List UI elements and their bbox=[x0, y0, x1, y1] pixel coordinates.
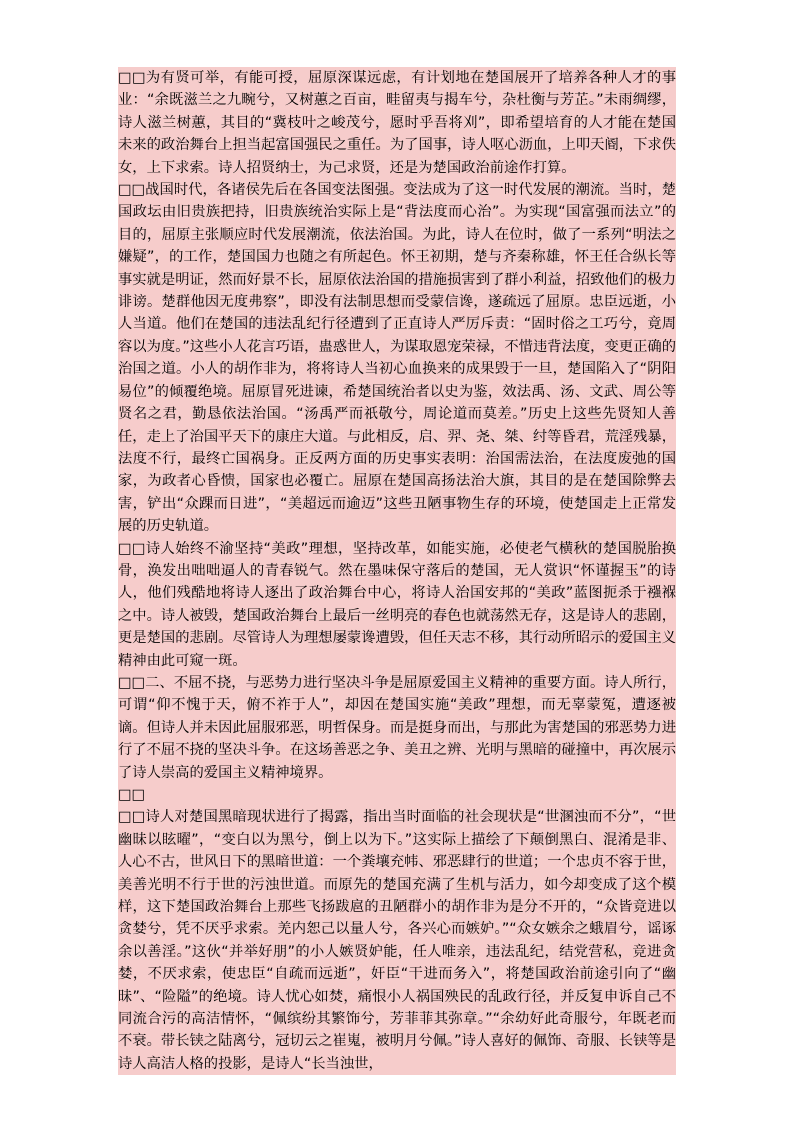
paragraph-exposure: □□诗人对楚国黑暗现状进行了揭露，指出当时面临的社会现状是“世溷浊而不分”，“世幽昧以眩曜”，“变白以为黑兮，倒上以为下。”这实际上描绘了下颠倒黑白、混淆是非、人心不古，世风日下的黑暗世道：一个粪壤充帏、邪恶肆行的世道；一个忠贞不容于世，美善光明不行于世的污浊世道。而原先的楚国充满了生机与活力，如今却变成了这个模样，这下楚国政治舞台上那些飞扬跋扈的丑陋群小的胡作非为是分不开的，“众皆竞进以贪婪兮，凭不厌乎求索。羌内恕己以量人兮，各兴心而嫉妒。”“众女嫉余之蛾眉兮，谣诼余以善淫。”这伙“并举好朋”的小人嫉贤妒能，任人唯亲，违法乱纪，结党营私，竞进贪婪，不厌求索，使忠臣“自疏而远逝”，奸臣“干进而务入”，将楚国政治前途引向了“幽昧”、“险隘”的绝境。诗人忧心如焚，痛恨小人祸国殃民的乱政行径，并反复申诉自己不同流合污的高洁情怀，“佩缤纷其繁饰兮，芳菲菲其弥章。”“余幼好此奇服兮，年既老而不衰。带长铗之陆离兮，冠切云之崔嵬，被明月兮佩。”诗人喜好的佩饰、奇服、长铗等是诗人高洁人格的投影，是诗人“长当浊世， bbox=[118, 806, 676, 1075]
paragraph-blank bbox=[118, 784, 676, 806]
paragraph-talent: □□为有贤可举，有能可授，屈原深谋远虑，有计划地在楚国展开了培养各种人才的事业：“余既滋兰之九畹兮，又树蕙之百亩，畦留夷与揭车兮，杂杜衡与芳芷。”未雨绸缪，诗人滋兰树蕙，其目的“冀枝叶之峻茂兮，愿时乎吾将刈”，即希望培育的人才能在楚国未来的政治舞台上担当起富国强民之重任。为了国事，诗人呕心沥血，上叩天阍，下求佚女，上下求索。诗人招贤纳士，为己求贤，还是为楚国政治前途作打算。 bbox=[118, 67, 676, 179]
document-page bbox=[118, 67, 676, 1075]
blank-line-marker: □□ bbox=[118, 784, 145, 806]
paragraph-rule-of-law: □□战国时代，各诸侯先后在各国变法图强。变法成为了这一时代发展的潮流。当时，楚国政坛由旧贵族把持，旧贵族统治实际上是“背法度而心治”。为实现“国富强而法立”的目的，屈原主张顺应时代发展潮流，依法治国。为此，诗人在位时，做了一系列“明法之嫌疑”，的工作，楚国国力也随之有所起色。怀王初期，楚与齐秦称雄，怀王任合纵长等事实就是明证，然而好景不长，屈原依法治国的措施损害到了群小利益，招致他们的极力诽谤。楚群他因无度弗察”，即没有法制思想而受蒙信谗，遂疏远了屈原。忠臣远逝，小人当道。他们在楚国的违法乱纪行径遭到了正直诗人严厉斥责：“固时俗之工巧兮，竟周容以为度。”这些小人花言巧语，蛊惑世人，为谋取恩宠荣禄，不惜违背法度，变更正确的治国之道。小人的胡作非为，将将诗人当初心血换来的成果毁于一旦，楚国陷入了“阴阳易位”的倾覆绝境。屈原冒死进谏，希楚国统治者以史为鉴，效法禹、汤、文武、周公等贤名之君，勤恳依法治国。“汤禹严而祇敬兮，周论道而莫差。”历史上这些先贤知人善任，走上了治国平天下的康庄大道。与此相反，启、羿、尧、桀、纣等昏君，荒淫残暴，法度不行，最终亡国祸身。正反两方面的历史事实表明：治国需法治，在法度废弛的国家，为政者心昏愦，国家也必覆亡。屈原在楚国高扬法治大旗，其目的是在楚国除弊去害，铲出“众踝而日进”，“美超远而逾迈”这些丑陋事物生存的环境，使楚国走上正常发展的历史轨道。 bbox=[118, 179, 676, 538]
paragraph-struggle: □□二、不屈不挠，与恶势力进行坚决斗争是屈原爱国主义精神的重要方面。诗人所行，可谓“仰不愧于天，俯不祚于人”，却因在楚国实施“美政”理想，而无辜蒙冤，遭逐被谪。但诗人并未因此屈服邪恶，明哲保身。而是挺身而出，与那此为害楚国的邪恶势力进行了不屈不挠的坚决斗争。在这场善恶之争、美丑之辨、光明与黑暗的碰撞中，再次展示了诗人崇高的爱国主义精神境界。 bbox=[118, 672, 676, 784]
paragraph-meizheng: □□诗人始终不渝坚持“美政”理想，坚持改革，如能实施，必使老气横秋的楚国脱胎换骨，涣发出咄咄逼人的青春锐气。然在墨味保守落后的楚国，无人赏识“怀谨握玉”的诗人，他们残酷地将诗人逐出了政治舞台中心，将诗人治国安邦的“美政”蓝图扼杀于襁褓之中。诗人被毁，楚国政治舞台上最后一丝明亮的春色也就荡然无存，这是诗人的悲剧，更是楚国的悲剧。尽管诗人为理想屡蒙谗遭毁，但任天志不移，其行动所昭示的爱国主义精神由此可窥一斑。 bbox=[118, 538, 676, 672]
